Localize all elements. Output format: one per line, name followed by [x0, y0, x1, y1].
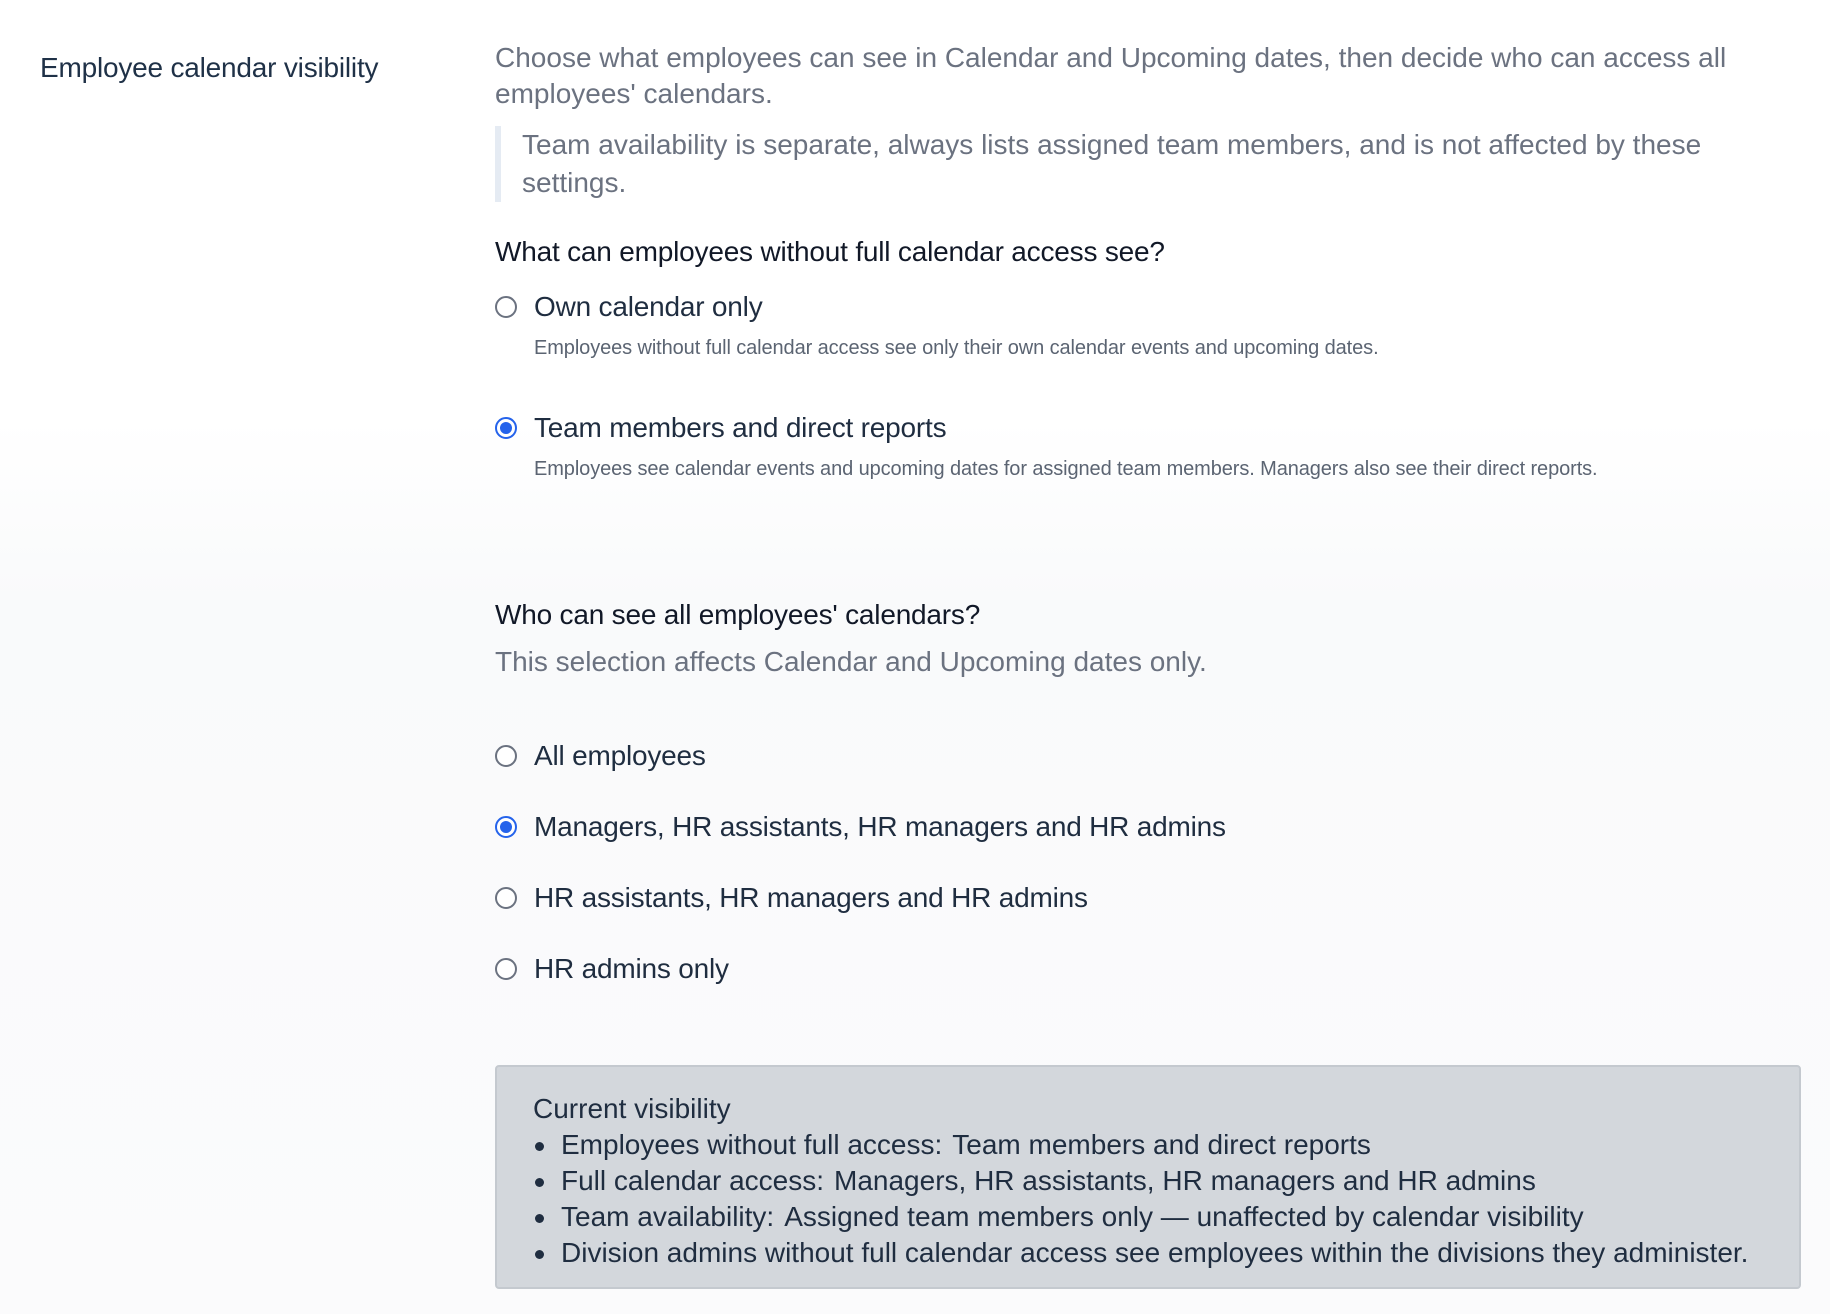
- full-access-question: Who can see all employees' calendars?: [495, 599, 981, 630]
- option-label: Own calendar only: [534, 291, 763, 322]
- option-description: Employees without full calendar access see only their own calendar events and upcoming dates.: [534, 337, 1379, 359]
- option-hr-admins-only[interactable]: [495, 950, 729, 988]
- option-hr-assistants-hr-managers-hr-admins[interactable]: [495, 879, 1088, 917]
- summary-item: [561, 1235, 1763, 1271]
- option-description: Employees see calendar events and upcoming dates for assigned team members. Managers also see their direct reports.: [534, 458, 1598, 480]
- summary-item-value: Assigned team members only — unaffected by calendar visibility: [784, 1201, 1584, 1232]
- limited-access-question: What can employees without full calendar access see?: [495, 236, 1165, 267]
- radio-managers-hr-assistants-hr-managers-hr-admins[interactable]: [495, 816, 517, 838]
- radio-own-calendar-only[interactable]: [495, 296, 517, 318]
- section-title: Employee calendar visibility: [40, 52, 379, 83]
- summary-item-key: Team availability:: [561, 1201, 775, 1232]
- option-label: All employees: [534, 740, 706, 771]
- summary-item: [561, 1163, 1763, 1199]
- radio-hr-assistants-hr-managers-hr-admins[interactable]: [495, 887, 517, 909]
- summary-item-value: Managers, HR assistants, HR managers and HR admins: [834, 1165, 1536, 1196]
- intro-text: Choose what employees can see in Calendar and Upcoming dates, then decide who can access all employees' calendars.: [495, 42, 1727, 109]
- summary-item: [561, 1199, 1763, 1235]
- summary-item-value: Division admins without full calendar access see employees within the divisions they administer.: [561, 1237, 1749, 1268]
- radio-all-employees[interactable]: [495, 745, 517, 767]
- settings-content: [495, 40, 1795, 984]
- option-all-employees[interactable]: [495, 737, 706, 775]
- summary-list: [533, 1127, 1763, 1271]
- option-label: Team members and direct reports: [534, 412, 947, 443]
- current-visibility-summary: [495, 1065, 1801, 1289]
- summary-item: [561, 1127, 1763, 1163]
- radio-team-members-and-direct-reports[interactable]: [495, 417, 517, 439]
- option-label: Managers, HR assistants, HR managers and HR admins: [534, 811, 1226, 842]
- option-label: HR assistants, HR managers and HR admins: [534, 882, 1088, 913]
- summary-item-value: Team members and direct reports: [952, 1129, 1371, 1160]
- option-managers-hr-assistants-hr-managers-hr-admins[interactable]: [495, 808, 1226, 846]
- option-own-calendar-only[interactable]: [495, 288, 1379, 362]
- summary-item-key: Employees without full access:: [561, 1129, 943, 1160]
- team-availability-note: Team availability is separate, always lists assigned team members, and is not affected by these settings.: [495, 126, 1795, 202]
- full-access-subtitle: This selection affects Calendar and Upcoming dates only.: [495, 646, 1207, 677]
- radio-hr-admins-only[interactable]: [495, 958, 517, 980]
- option-label: HR admins only: [534, 953, 729, 984]
- option-team-members-and-direct-reports[interactable]: [495, 409, 1598, 483]
- summary-title: Current visibility: [533, 1093, 731, 1124]
- summary-item-key: Full calendar access:: [561, 1165, 825, 1196]
